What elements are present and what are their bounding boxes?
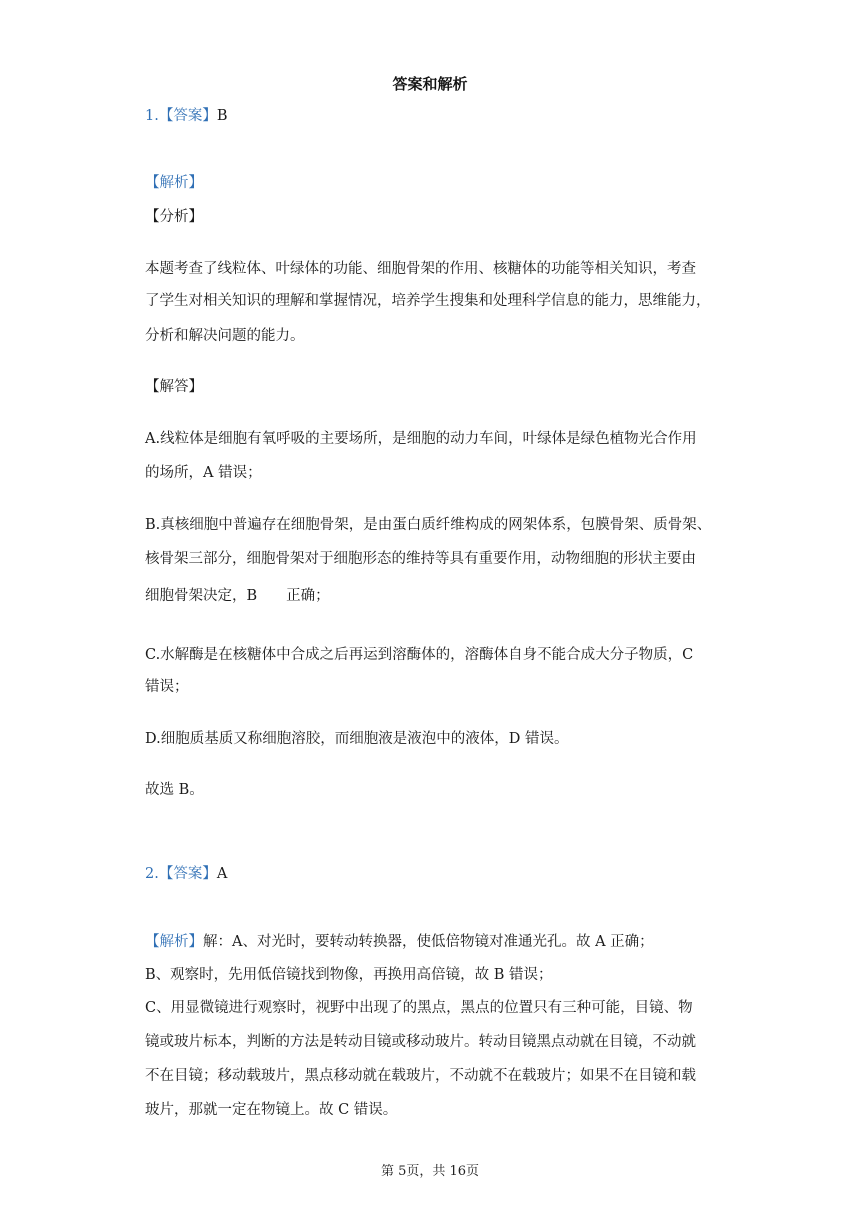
q1-option-d-line: D.细胞质基质又称细胞溶胶，而细胞液是液泡中的液体，D 错误。 [145, 731, 569, 747]
q2-number: 2. [145, 866, 159, 882]
q2-answer: A [216, 866, 228, 882]
q1-option-c-line-2: 错误； [145, 679, 189, 695]
q1-option-b-line-3: 细胞骨架决定，B 正确； [145, 588, 330, 604]
q1-option-b-line-2: 核骨架三部分，细胞骨架对于细胞形态的维持等具有重要作用，动物细胞的形状主要由 [145, 551, 696, 567]
q2-analysis-line-6: 玻片，那就一定在物镜上。故 C 错误。 [145, 1102, 398, 1118]
q2-analysis-tag: 【解析】 [145, 934, 203, 950]
q1-jieda-tag: 【解答】 [145, 379, 203, 395]
q2-analysis-line-5: 不在目镜；移动载玻片，黑点移动就在载玻片，不动就不在载玻片；如果不在目镜和载 [145, 1068, 696, 1084]
q1-option-b-line-1: B.真核细胞中普遍存在细胞骨架，是由蛋白质纤维构成的网架体系，包膜骨架、质骨架、 [145, 517, 712, 533]
q2-analysis-first: 解：A、对光时，要转动转换器，使低倍物镜对准通光孔。故 A 正确； [203, 934, 654, 950]
q2-analysis-line-1 [145, 932, 725, 952]
q1-fenxi-line-1: 本题考查了线粒体、叶绿体的功能、细胞骨架的作用、核糖体的功能等相关知识，考查 [145, 261, 696, 277]
q1-option-a-line-1: A.线粒体是细胞有氧呼吸的主要场所，是细胞的动力车间，叶绿体是绿色植物光合作用 [145, 431, 697, 447]
q2-answer-tag: 【答案】 [158, 866, 217, 882]
q2-answer-line [145, 864, 725, 884]
q1-analysis-tag: 【解析】 [145, 175, 203, 191]
q2-analysis-line-3: C、用显微镜进行观察时，视野中出现了的黑点，黑点的位置只有三种可能，目镜、物 [145, 1000, 693, 1016]
q1-option-a-line-2: 的场所，A 错误； [145, 465, 262, 481]
q1-answer-tag: 【答案】 [158, 108, 217, 124]
q1-fenxi-tag: 【分析】 [145, 209, 203, 225]
q1-fenxi-line-2: 了学生对相关知识的理解和掌握情况，培养学生搜集和处理科学信息的能力，思维能力， [145, 293, 711, 309]
q1-number: 1. [145, 108, 159, 124]
q1-answer-line [145, 106, 725, 126]
q1-fenxi-line-3: 分析和解决问题的能力。 [145, 328, 305, 344]
q2-analysis-line-2: B、观察时，先用低倍镜找到物像，再换用高倍镜，故 B 错误； [145, 967, 553, 983]
q2-analysis-line-4: 镜或玻片标本，判断的方法是转动目镜或移动玻片。转动目镜黑点动就在目镜，不动就 [145, 1034, 696, 1050]
q1-option-c-line-1: C.水解酶是在核糖体中合成之后再运到溶酶体的，溶酶体自身不能合成大分子物质，C [145, 647, 694, 663]
q1-answer: B [216, 108, 228, 124]
q1-conclusion: 故选 B。 [145, 782, 204, 798]
page-footer: 第 5页，共 16页 [380, 1164, 480, 1179]
page-title: 答案和解析 [392, 75, 468, 93]
